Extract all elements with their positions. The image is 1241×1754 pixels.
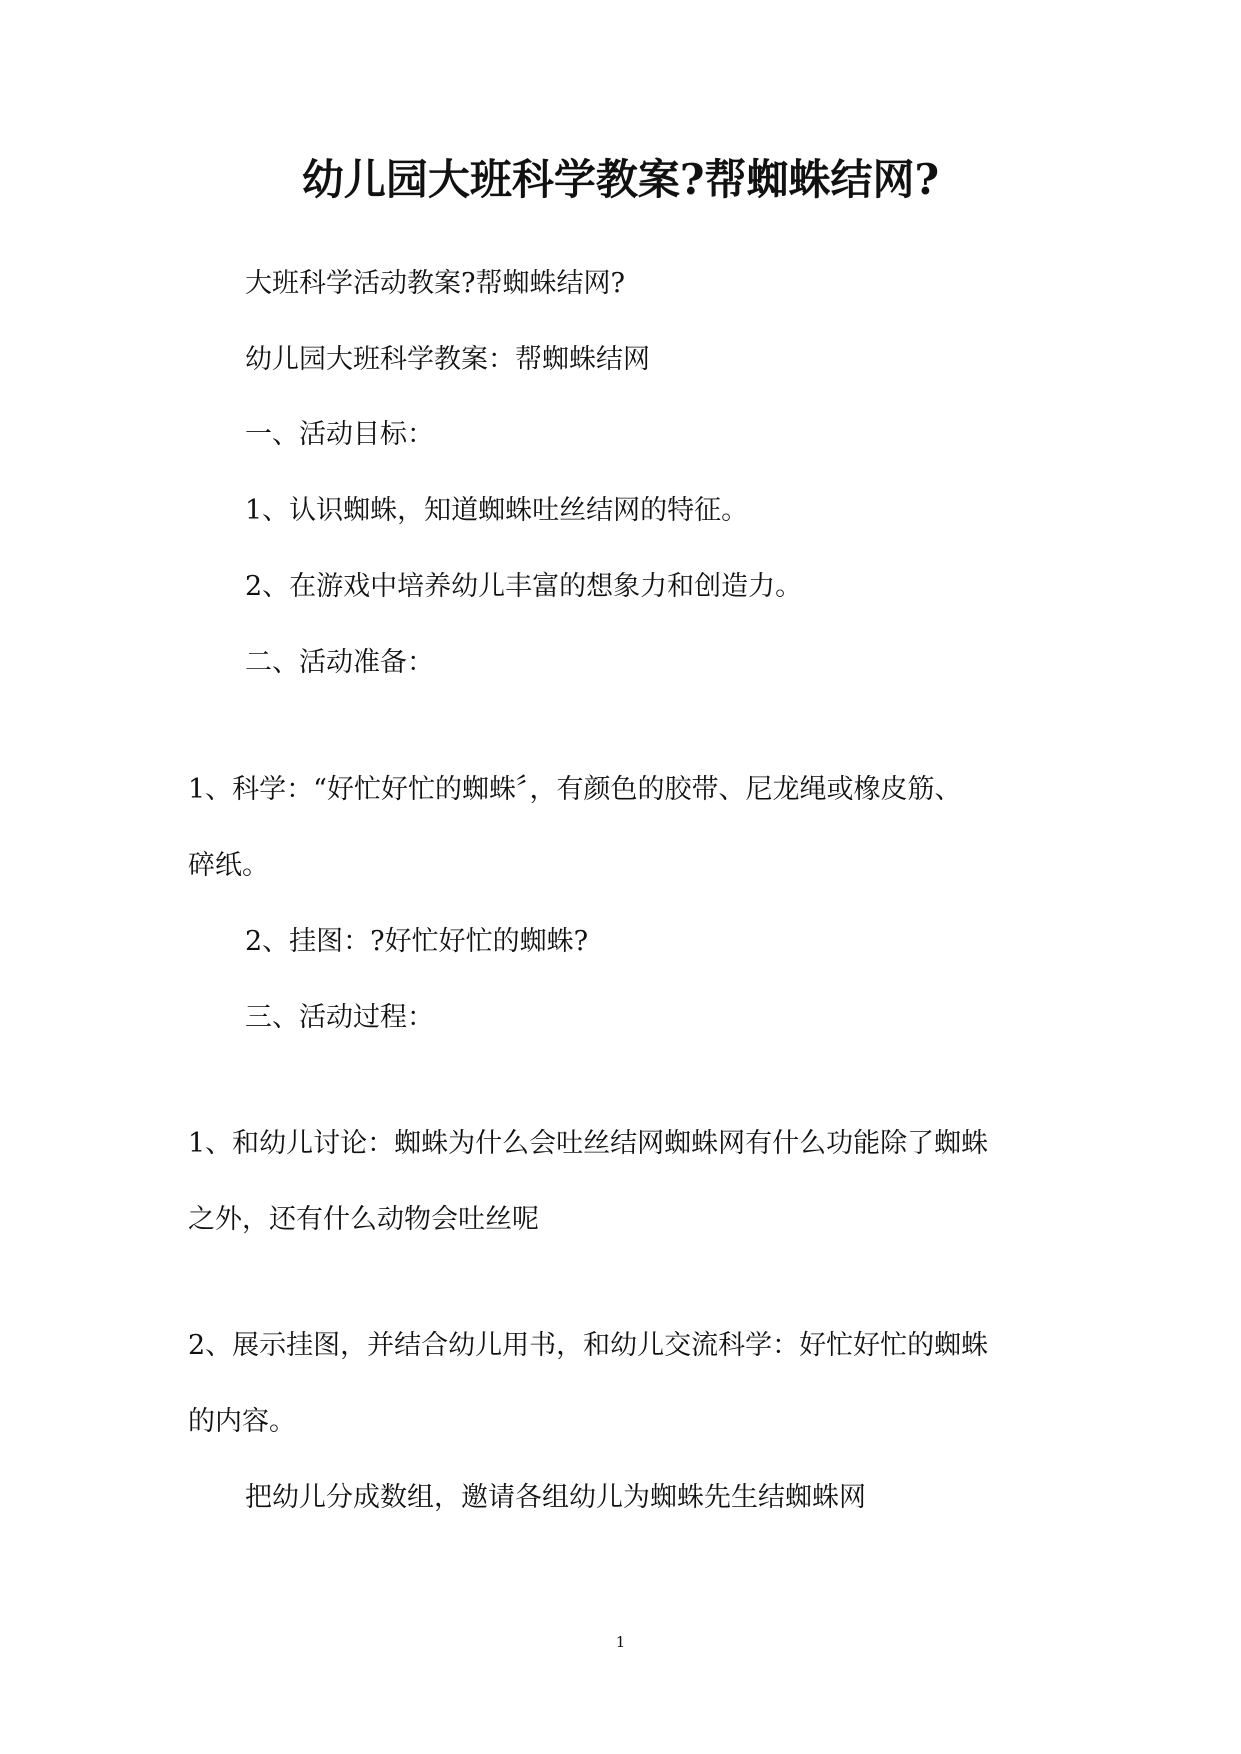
process-item-3: 把幼儿分成数组，邀请各组幼儿为蜘蛛先生结蜘蛛网 xyxy=(245,1482,866,1513)
goal-item-1: 1、认识蜘蛛，知道蜘蛛吐丝结网的特征。 xyxy=(245,495,749,526)
preparation-item-1-continued: 碎纸。 xyxy=(188,850,269,881)
section-heading-preparation: 二、活动准备： xyxy=(245,647,434,678)
process-item-1-continued: 之外，还有什么动物会吐丝呢 xyxy=(188,1204,539,1235)
preparation-item-2: 2、挂图：?好忙好忙的蜘蛛? xyxy=(245,926,589,957)
paragraph-subtitle: 大班科学活动教案?帮蜘蛛结网? xyxy=(245,268,625,299)
goal-item-2: 2、在游戏中培养幼儿丰富的想象力和创造力。 xyxy=(245,571,803,602)
section-heading-process: 三、活动过程： xyxy=(245,1002,434,1033)
page-number: 1 xyxy=(615,1633,626,1651)
preparation-item-1: 1、科学：“好忙好忙的蜘蛛〞，有颜色的胶带、尼龙绳或橡皮筋、 xyxy=(188,774,962,805)
process-item-1: 1、和幼儿讨论：蜘蛛为什么会吐丝结网蜘蛛网有什么功能除了蜘蛛 xyxy=(188,1128,989,1159)
section-heading-goals: 一、活动目标： xyxy=(245,419,434,450)
document-title: 幼儿园大班科学教案?帮蜘蛛结网? xyxy=(301,155,940,204)
process-item-2: 2、展示挂图，并结合幼儿用书，和幼儿交流科学：好忙好忙的蜘蛛 xyxy=(188,1330,989,1361)
process-item-2-continued: 的内容。 xyxy=(188,1406,296,1437)
paragraph-heading: 幼儿园大班科学教案：帮蜘蛛结网 xyxy=(245,344,650,375)
